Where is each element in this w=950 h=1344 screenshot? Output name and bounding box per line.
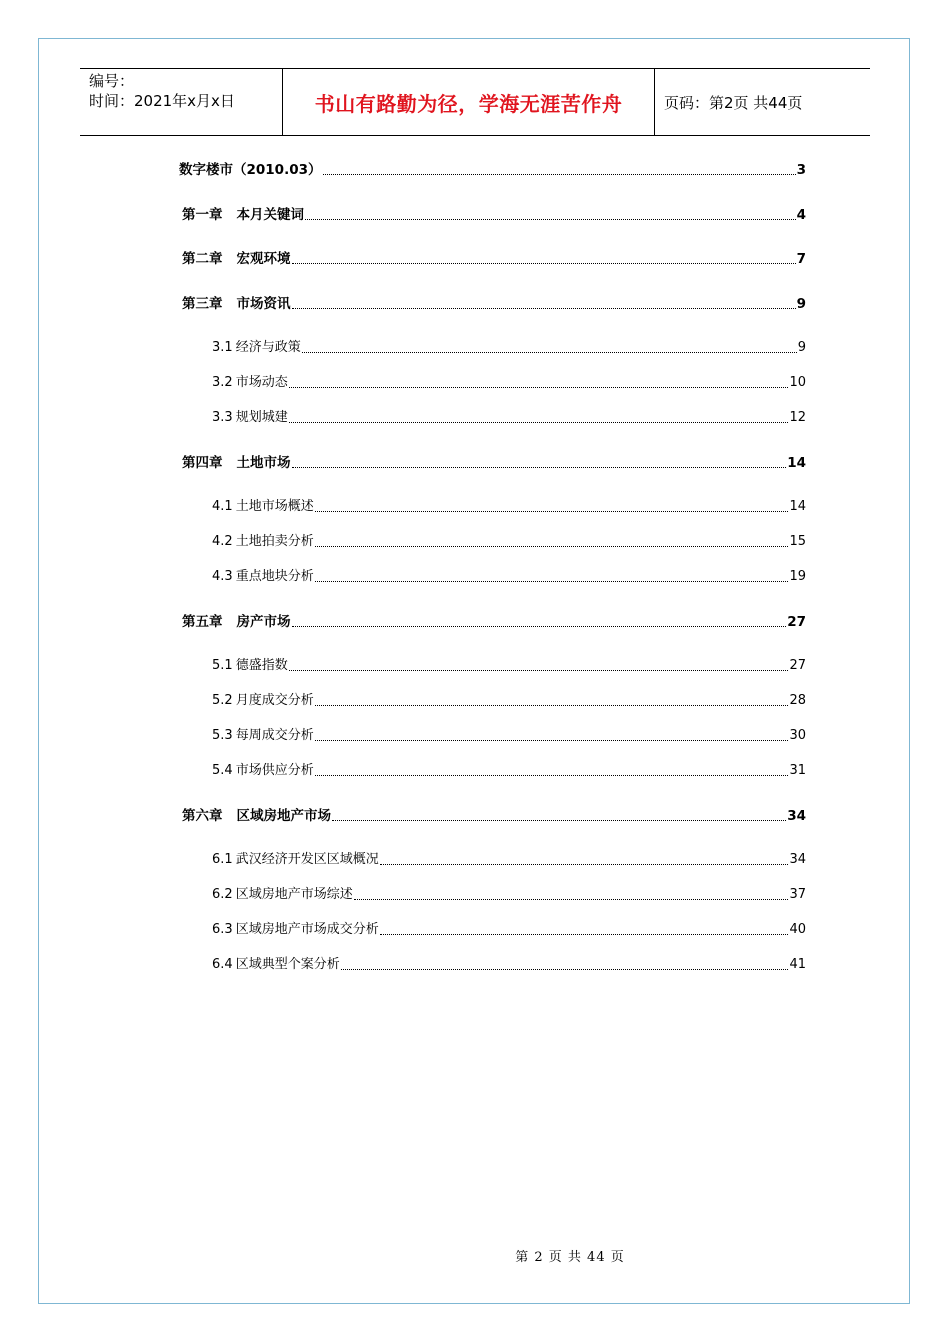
toc-section-entry[interactable] bbox=[212, 850, 806, 870]
toc-entry-text: 房产市场 bbox=[236, 613, 291, 630]
toc-page-number: 10 bbox=[789, 375, 806, 390]
toc-entry-text: 市场动态 bbox=[235, 375, 288, 390]
toc-dot-leader bbox=[315, 740, 789, 741]
toc-page-number: 15 bbox=[789, 534, 806, 549]
toc-section-entry[interactable] bbox=[212, 920, 806, 940]
toc-entry-text: 区域房地产市场成交分析 bbox=[235, 922, 379, 937]
toc-entry-text: 重点地块分析 bbox=[235, 569, 314, 584]
toc-entry-text: 本月关键词 bbox=[236, 206, 304, 223]
toc-entry-title bbox=[179, 249, 291, 269]
toc-entry-title bbox=[212, 691, 314, 711]
toc-dot-leader bbox=[305, 219, 796, 220]
toc-section-entry[interactable] bbox=[212, 726, 806, 746]
toc-section-entry[interactable] bbox=[212, 408, 806, 428]
toc-chapter-entry[interactable] bbox=[179, 205, 806, 225]
toc-section-entry[interactable] bbox=[212, 338, 806, 358]
toc-entry-title bbox=[179, 294, 291, 314]
toc-page-number: 34 bbox=[787, 807, 806, 824]
toc-entry-number: 5.2 bbox=[212, 693, 233, 708]
toc-page-number: 12 bbox=[789, 410, 806, 425]
toc-dot-leader bbox=[380, 864, 789, 865]
header-page-info: 页码：第2页 共44页 bbox=[664, 93, 803, 112]
page-footer: 第 2 页 共 44 页 bbox=[515, 1250, 625, 1265]
toc-dot-leader bbox=[315, 511, 789, 512]
toc-entry-title bbox=[179, 612, 291, 632]
toc-entry-title bbox=[212, 532, 314, 552]
toc-section-entry[interactable] bbox=[212, 532, 806, 552]
toc-entry-text: 规划城建 bbox=[235, 410, 288, 425]
toc-dot-leader bbox=[315, 705, 789, 706]
toc-page-number: 40 bbox=[789, 922, 806, 937]
toc-chapter-entry[interactable] bbox=[179, 294, 806, 314]
toc-dot-leader bbox=[302, 352, 797, 353]
toc-page-number: 3 bbox=[796, 162, 806, 178]
toc-entry-text: 德盛指数 bbox=[235, 658, 288, 673]
toc-entry-title bbox=[179, 806, 331, 826]
toc-page-number: 9 bbox=[797, 340, 806, 355]
toc-entry-title bbox=[212, 920, 379, 940]
toc-entry-number: 3.1 bbox=[212, 340, 233, 355]
toc-entry-number: 5.4 bbox=[212, 763, 233, 778]
toc-section-entry[interactable] bbox=[212, 955, 806, 975]
toc-dot-leader bbox=[315, 546, 789, 547]
toc-entry-title bbox=[212, 955, 340, 975]
toc-section-entry[interactable] bbox=[212, 373, 806, 393]
toc-section-entry[interactable] bbox=[212, 761, 806, 781]
toc-entry-number: 4.2 bbox=[212, 534, 233, 549]
toc-dot-leader bbox=[315, 581, 789, 582]
toc-entry-number: 6.1 bbox=[212, 852, 233, 867]
toc-dot-leader bbox=[292, 626, 787, 627]
document-time-label: 时间：2021年x月x日 bbox=[89, 92, 235, 110]
toc-entry-title bbox=[212, 850, 379, 870]
toc-entry-title bbox=[212, 761, 314, 781]
toc-entry-text: 武汉经济开发区区域概况 bbox=[235, 852, 379, 867]
toc-section-entry[interactable] bbox=[212, 691, 806, 711]
toc-entry-number: 6.4 bbox=[212, 957, 233, 972]
toc-entry-title bbox=[179, 453, 291, 473]
toc-entry-title bbox=[212, 497, 314, 517]
toc-entry-text: 区域房地产市场综述 bbox=[235, 887, 353, 902]
toc-page-number: 14 bbox=[789, 499, 806, 514]
toc-dot-leader bbox=[292, 467, 787, 468]
header-motto: 书山有路勤为径，学海无涯苦作舟 bbox=[282, 69, 655, 135]
toc-page-number: 27 bbox=[787, 613, 806, 630]
toc-entry-number: 第六章 bbox=[182, 807, 223, 824]
toc-page-number: 37 bbox=[789, 887, 806, 902]
toc-entry-number: 5.1 bbox=[212, 658, 233, 673]
toc-entry-text: 月度成交分析 bbox=[235, 693, 314, 708]
toc-section-entry[interactable] bbox=[212, 567, 806, 587]
toc-section-entry[interactable] bbox=[212, 885, 806, 905]
toc-page-number: 19 bbox=[789, 569, 806, 584]
toc-entry-title bbox=[212, 726, 314, 746]
toc-entry-text: 土地市场概述 bbox=[235, 499, 314, 514]
toc-entry-number: 3.3 bbox=[212, 410, 233, 425]
toc-entry-title bbox=[212, 656, 288, 676]
toc-dot-leader bbox=[380, 934, 789, 935]
toc-chapter-entry[interactable] bbox=[179, 249, 806, 269]
toc-entry-number: 第五章 bbox=[182, 613, 223, 630]
toc-entry-text: 市场资讯 bbox=[236, 295, 291, 312]
toc-chapter-entry[interactable] bbox=[179, 612, 806, 632]
document-number-label: 编号： bbox=[89, 72, 135, 90]
toc-entry-number: 第二章 bbox=[182, 251, 223, 267]
toc-dot-leader bbox=[289, 387, 789, 388]
toc-entry-text: 土地拍卖分析 bbox=[235, 534, 314, 549]
toc-entry-title bbox=[212, 408, 288, 428]
toc-entry-text: 宏观环境 bbox=[236, 251, 291, 267]
toc-dot-leader bbox=[332, 820, 786, 821]
toc-page-number: 9 bbox=[796, 295, 806, 312]
toc-entry-title bbox=[212, 373, 288, 393]
toc-dot-leader bbox=[341, 969, 789, 970]
toc-entry-title bbox=[212, 338, 301, 358]
toc-page-number: 7 bbox=[796, 251, 806, 267]
toc-entry-title bbox=[212, 885, 353, 905]
toc-page-number: 28 bbox=[789, 693, 806, 708]
toc-entry-text: 区域房地产市场 bbox=[236, 807, 331, 824]
toc-page-number: 30 bbox=[789, 728, 806, 743]
toc-dot-leader bbox=[292, 308, 796, 309]
toc-entry-number: 4.3 bbox=[212, 569, 233, 584]
toc-entry-title bbox=[212, 567, 314, 587]
toc-dot-leader bbox=[323, 174, 796, 175]
toc-entry-number: 第一章 bbox=[182, 206, 223, 223]
toc-dot-leader bbox=[315, 775, 789, 776]
toc-entry-text: 数字楼市（2010.03） bbox=[179, 162, 322, 178]
toc-dot-leader bbox=[354, 899, 789, 900]
toc-entry-number: 6.3 bbox=[212, 922, 233, 937]
toc-entry-number: 6.2 bbox=[212, 887, 233, 902]
toc-chapter-entry[interactable] bbox=[179, 160, 806, 180]
toc-dot-leader bbox=[292, 263, 796, 264]
toc-page-number: 4 bbox=[796, 206, 806, 223]
toc-chapter-entry[interactable] bbox=[179, 453, 806, 473]
toc-page-number: 34 bbox=[789, 852, 806, 867]
toc-section-entry[interactable] bbox=[212, 497, 806, 517]
toc-section-entry[interactable] bbox=[212, 656, 806, 676]
toc-dot-leader bbox=[289, 670, 789, 671]
toc-entry-title bbox=[179, 205, 304, 225]
toc-entry-number: 3.2 bbox=[212, 375, 233, 390]
toc-entry-title bbox=[179, 160, 322, 180]
toc-entry-number: 第四章 bbox=[182, 454, 223, 471]
toc-page-number: 41 bbox=[789, 957, 806, 972]
toc-chapter-entry[interactable] bbox=[179, 806, 806, 826]
toc-entry-text: 土地市场 bbox=[236, 454, 291, 471]
toc-entry-text: 市场供应分析 bbox=[235, 763, 314, 778]
toc-page-number: 31 bbox=[789, 763, 806, 778]
toc-dot-leader bbox=[289, 422, 789, 423]
toc-entry-number: 第三章 bbox=[182, 295, 223, 312]
toc-entry-number: 5.3 bbox=[212, 728, 233, 743]
toc-entry-text: 经济与政策 bbox=[235, 340, 301, 355]
toc-page-number: 27 bbox=[789, 658, 806, 673]
toc-entry-text: 每周成交分析 bbox=[235, 728, 314, 743]
toc-entry-text: 区域典型个案分析 bbox=[235, 957, 340, 972]
toc-page-number: 14 bbox=[787, 454, 806, 471]
toc-entry-number: 4.1 bbox=[212, 499, 233, 514]
